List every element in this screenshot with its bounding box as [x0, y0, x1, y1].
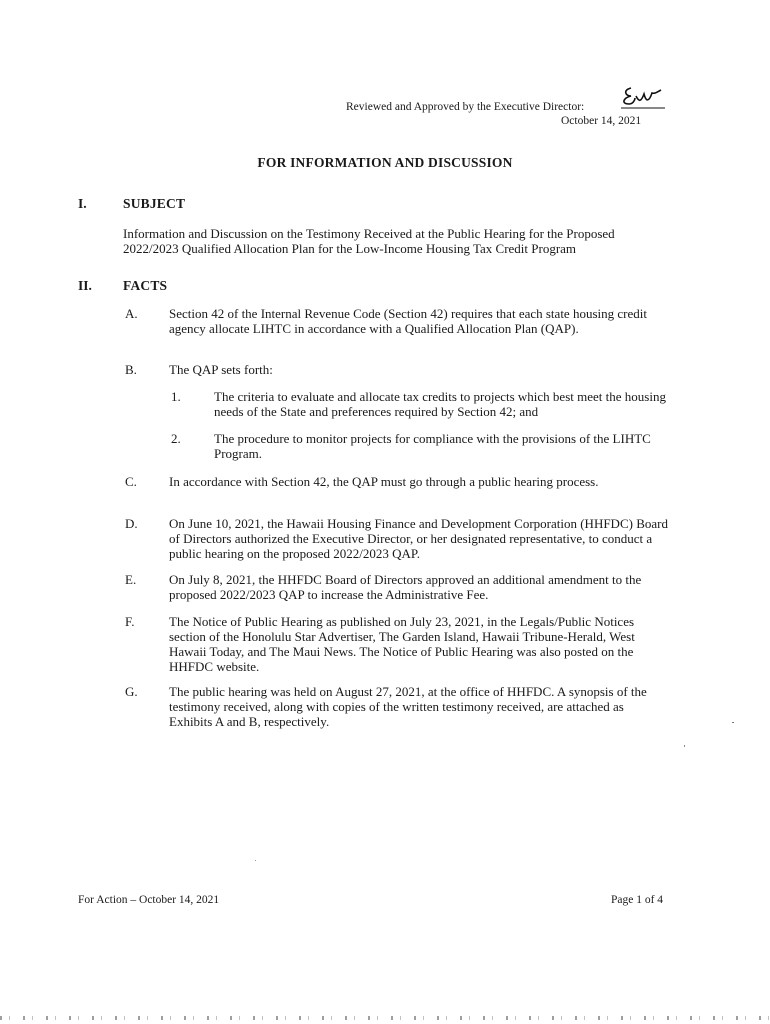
section-heading-facts: FACTS [123, 278, 168, 293]
fact-letter: E. [125, 572, 137, 587]
list-number: 2. [171, 431, 181, 446]
fact-text: In accordance with Section 42, the QAP must go through a public hearing process. [169, 474, 599, 489]
section-numeral: II. [78, 278, 92, 293]
list-item-text: The criteria to evaluate and allocate tax credits to projects which best meet the housing needs of the State and preferences required by Section 42; and [214, 389, 666, 419]
scan-noise-strip [0, 1016, 770, 1020]
section-heading-subject: SUBJECT [123, 196, 186, 211]
fact-letter: F. [125, 614, 135, 629]
footer-page-number: Page 1 of 4 [611, 894, 664, 906]
scan-speck [684, 745, 685, 747]
fact-text: On July 8, 2021, the HHFDC Board of Directors approved an additional amendment to the proposed 2022/2023 QAP to increase the Administrative Fee. [169, 572, 642, 602]
section-numeral: I. [78, 196, 87, 211]
list-item-text: The procedure to monitor projects for compliance with the provisions of the LIHTC Program. [214, 431, 651, 461]
fact-text: On June 10, 2021, the Hawaii Housing Finance and Development Corporation (HHFDC) Board of Directors authorized the Executive Director, or her designated representative, to conduct a public hearing on the proposed 2022/2023 QAP. [169, 516, 668, 561]
list-number: 1. [171, 389, 181, 404]
fact-text: Section 42 of the Internal Revenue Code (Section 42) requires that each state housing credit agency allocate LIHTC in accordance with a Qualified Allocation Plan (QAP). [169, 306, 647, 336]
scan-speck [732, 722, 734, 723]
scan-speck [255, 860, 256, 861]
fact-text: The Notice of Public Hearing as published on July 23, 2021, in the Legals/Public Notices section of the Honolulu Star Advertiser, The Garden Island, Hawaii Tribune-Herald, West Hawaii Today, and The Maui News. The Notice of Public Hearing was also posted on the HHFDC website. [169, 614, 635, 674]
executive-director-initials [617, 84, 667, 110]
subject-text: Information and Discussion on the Testimony Received at the Public Hearing for the Proposed 2022/2023 Qualified Allocation Plan for the Low-Income Housing Tax Credit Program [123, 226, 615, 256]
fact-text: The QAP sets forth: [169, 362, 273, 377]
fact-letter: D. [125, 516, 138, 531]
approval-date: October 14, 2021 [561, 115, 642, 127]
fact-text: The public hearing was held on August 27, 2021, at the office of HHFDC. A synopsis of the testimony received, along with copies of the written testimony received, are attached as Exhibits A and B, respectively. [169, 684, 647, 729]
approval-line: Reviewed and Approved by the Executive Director: [346, 101, 585, 113]
fact-letter: G. [125, 684, 138, 699]
fact-letter: B. [125, 362, 137, 377]
fact-letter: A. [125, 306, 138, 321]
fact-letter: C. [125, 474, 137, 489]
footer-left: For Action – October 14, 2021 [78, 894, 220, 906]
document-title: FOR INFORMATION AND DISCUSSION [257, 155, 513, 170]
